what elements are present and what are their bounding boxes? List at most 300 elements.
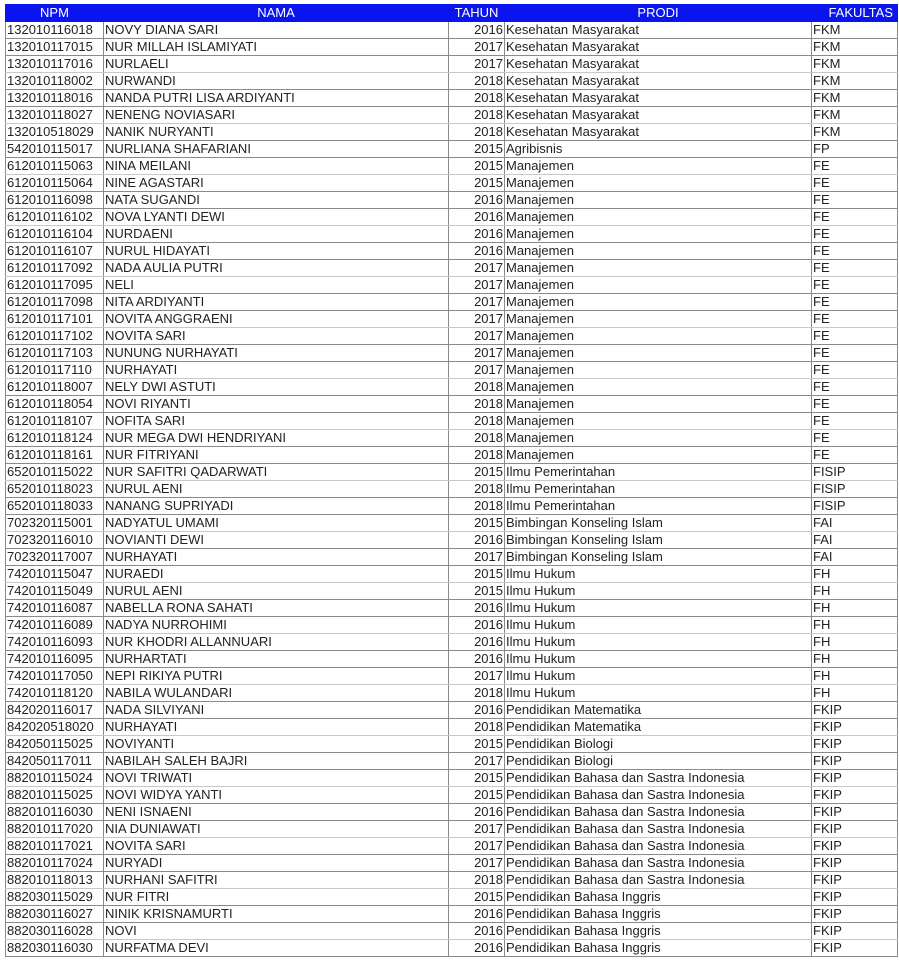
tahun-cell[interactable]: 2017 (449, 753, 505, 770)
nama-cell[interactable]: NOVI TRIWATI (104, 770, 449, 787)
tahun-cell[interactable]: 2018 (449, 447, 505, 464)
prodi-cell[interactable]: Agribisnis (505, 141, 812, 158)
fakultas-cell[interactable]: FKM (812, 22, 898, 39)
prodi-cell[interactable]: Manajemen (505, 413, 812, 430)
nama-cell[interactable]: NOFITA SARI (104, 413, 449, 430)
tahun-cell[interactable]: 2018 (449, 413, 505, 430)
nama-cell[interactable]: NADYATUL UMAMI (104, 515, 449, 532)
prodi-cell[interactable]: Pendidikan Bahasa dan Sastra Indonesia (505, 855, 812, 872)
npm-cell[interactable]: 652010118033 (6, 498, 104, 515)
nama-cell[interactable]: NURYADI (104, 855, 449, 872)
prodi-cell[interactable]: Kesehatan Masyarakat (505, 73, 812, 90)
nama-cell[interactable]: NOVIYANTI (104, 736, 449, 753)
prodi-cell[interactable]: Pendidikan Bahasa dan Sastra Indonesia (505, 838, 812, 855)
npm-cell[interactable]: 612010117092 (6, 260, 104, 277)
npm-cell[interactable]: 742010118120 (6, 685, 104, 702)
npm-cell[interactable]: 882030116028 (6, 923, 104, 940)
table-row (6, 889, 898, 906)
nama-cell[interactable]: NUNUNG NURHAYATI (104, 345, 449, 362)
fakultas-cell[interactable]: FH (812, 685, 898, 702)
fakultas-cell[interactable]: FAI (812, 515, 898, 532)
nama-cell[interactable]: NOVITA ANGGRAENI (104, 311, 449, 328)
nama-cell[interactable]: NABILA WULANDARI (104, 685, 449, 702)
nama-cell[interactable]: NURUL HIDAYATI (104, 243, 449, 260)
npm-cell[interactable]: 612010118007 (6, 379, 104, 396)
npm-cell[interactable]: 612010115064 (6, 175, 104, 192)
fakultas-cell[interactable]: FKIP (812, 753, 898, 770)
npm-cell[interactable]: 612010117103 (6, 345, 104, 362)
table-row (6, 243, 898, 260)
fakultas-cell[interactable]: FH (812, 600, 898, 617)
column-header-nama[interactable]: NAMA (104, 5, 449, 22)
fakultas-cell[interactable]: FE (812, 430, 898, 447)
nama-cell[interactable]: NINIK KRISNAMURTI (104, 906, 449, 923)
tahun-cell[interactable]: 2015 (449, 583, 505, 600)
prodi-cell[interactable]: Ilmu Hukum (505, 651, 812, 668)
prodi-cell[interactable]: Bimbingan Konseling Islam (505, 532, 812, 549)
prodi-cell[interactable]: Ilmu Hukum (505, 685, 812, 702)
table-row (6, 362, 898, 379)
tahun-cell[interactable]: 2015 (449, 566, 505, 583)
table-row (6, 583, 898, 600)
prodi-cell[interactable]: Manajemen (505, 277, 812, 294)
npm-cell[interactable]: 612010118107 (6, 413, 104, 430)
prodi-cell[interactable]: Ilmu Pemerintahan (505, 464, 812, 481)
tahun-cell[interactable]: 2016 (449, 906, 505, 923)
prodi-cell[interactable]: Ilmu Hukum (505, 617, 812, 634)
prodi-cell[interactable]: Pendidikan Bahasa dan Sastra Indonesia (505, 872, 812, 889)
npm-cell[interactable]: 612010117095 (6, 277, 104, 294)
nama-cell[interactable]: NENI ISNAENI (104, 804, 449, 821)
nama-cell[interactable]: NENENG NOVIASARI (104, 107, 449, 124)
prodi-cell[interactable]: Pendidikan Bahasa dan Sastra Indonesia (505, 821, 812, 838)
npm-cell[interactable]: 882010117020 (6, 821, 104, 838)
fakultas-cell[interactable]: FE (812, 175, 898, 192)
tahun-cell[interactable]: 2017 (449, 549, 505, 566)
prodi-cell[interactable]: Pendidikan Biologi (505, 736, 812, 753)
npm-cell[interactable]: 842050115025 (6, 736, 104, 753)
fakultas-cell[interactable]: FE (812, 158, 898, 175)
nama-cell[interactable]: NABILAH SALEH BAJRI (104, 753, 449, 770)
table-row (6, 39, 898, 56)
tahun-cell[interactable]: 2018 (449, 124, 505, 141)
fakultas-cell[interactable]: FKM (812, 56, 898, 73)
npm-cell[interactable]: 702320115001 (6, 515, 104, 532)
tahun-cell[interactable]: 2016 (449, 702, 505, 719)
nama-cell[interactable]: NURLAELI (104, 56, 449, 73)
npm-cell[interactable]: 132010118002 (6, 73, 104, 90)
prodi-cell[interactable]: Manajemen (505, 328, 812, 345)
tahun-cell[interactable]: 2017 (449, 311, 505, 328)
prodi-cell[interactable]: Pendidikan Matematika (505, 702, 812, 719)
tahun-cell[interactable]: 2015 (449, 141, 505, 158)
npm-cell[interactable]: 132010117016 (6, 56, 104, 73)
prodi-cell[interactable]: Ilmu Hukum (505, 583, 812, 600)
tahun-cell[interactable]: 2016 (449, 804, 505, 821)
fakultas-cell[interactable]: FE (812, 209, 898, 226)
nama-cell[interactable]: NADA SILVIYANI (104, 702, 449, 719)
prodi-cell[interactable]: Ilmu Hukum (505, 634, 812, 651)
prodi-cell[interactable]: Pendidikan Bahasa Inggris (505, 940, 812, 957)
nama-cell[interactable]: NINE AGASTARI (104, 175, 449, 192)
tahun-cell[interactable]: 2015 (449, 515, 505, 532)
fakultas-cell[interactable]: FKIP (812, 923, 898, 940)
tahun-cell[interactable]: 2018 (449, 498, 505, 515)
fakultas-cell[interactable]: FH (812, 583, 898, 600)
fakultas-cell[interactable]: FKIP (812, 889, 898, 906)
table-row (6, 651, 898, 668)
npm-cell[interactable]: 612010116107 (6, 243, 104, 260)
prodi-cell[interactable]: Ilmu Hukum (505, 668, 812, 685)
nama-cell[interactable]: NUR SAFITRI QADARWATI (104, 464, 449, 481)
fakultas-cell[interactable]: FKIP (812, 940, 898, 957)
nama-cell[interactable]: NOVITA SARI (104, 838, 449, 855)
nama-cell[interactable]: NATA SUGANDI (104, 192, 449, 209)
npm-cell[interactable]: 882010115024 (6, 770, 104, 787)
npm-cell[interactable]: 882030116027 (6, 906, 104, 923)
nama-cell[interactable]: NADYA NURROHIMI (104, 617, 449, 634)
tahun-cell[interactable]: 2018 (449, 719, 505, 736)
nama-cell[interactable]: NUR KHODRI ALLANNUARI (104, 634, 449, 651)
tahun-cell[interactable]: 2017 (449, 821, 505, 838)
npm-cell[interactable]: 612010117102 (6, 328, 104, 345)
npm-cell[interactable]: 742010116095 (6, 651, 104, 668)
nama-cell[interactable]: NURDAENI (104, 226, 449, 243)
nama-cell[interactable]: NADA AULIA PUTRI (104, 260, 449, 277)
npm-cell[interactable]: 132010118027 (6, 107, 104, 124)
tahun-cell[interactable]: 2016 (449, 209, 505, 226)
fakultas-cell[interactable]: FE (812, 328, 898, 345)
prodi-cell[interactable]: Kesehatan Masyarakat (505, 90, 812, 107)
fakultas-cell[interactable]: FP (812, 141, 898, 158)
prodi-cell[interactable]: Pendidikan Matematika (505, 719, 812, 736)
nama-cell[interactable]: NOVIANTI DEWI (104, 532, 449, 549)
npm-cell[interactable]: 882010117021 (6, 838, 104, 855)
tahun-cell[interactable]: 2018 (449, 481, 505, 498)
nama-cell[interactable]: NURLIANA SHAFARIANI (104, 141, 449, 158)
npm-cell[interactable]: 132010518029 (6, 124, 104, 141)
fakultas-cell[interactable]: FKM (812, 73, 898, 90)
fakultas-cell[interactable]: FISIP (812, 498, 898, 515)
prodi-cell[interactable]: Kesehatan Masyarakat (505, 124, 812, 141)
tahun-cell[interactable]: 2017 (449, 345, 505, 362)
tahun-cell[interactable]: 2018 (449, 430, 505, 447)
npm-cell[interactable]: 612010118054 (6, 396, 104, 413)
fakultas-cell[interactable]: FKIP (812, 821, 898, 838)
prodi-cell[interactable]: Manajemen (505, 362, 812, 379)
table-row (6, 226, 898, 243)
table-row (6, 770, 898, 787)
fakultas-cell[interactable]: FE (812, 362, 898, 379)
npm-cell[interactable]: 612010118124 (6, 430, 104, 447)
fakultas-cell[interactable]: FAI (812, 532, 898, 549)
table-row (6, 498, 898, 515)
npm-cell[interactable]: 742010116089 (6, 617, 104, 634)
tahun-cell[interactable]: 2018 (449, 90, 505, 107)
table-row (6, 702, 898, 719)
tahun-cell[interactable]: 2015 (449, 464, 505, 481)
table-row (6, 549, 898, 566)
tahun-cell[interactable]: 2016 (449, 923, 505, 940)
nama-cell[interactable]: NUR FITRIYANI (104, 447, 449, 464)
table-row (6, 481, 898, 498)
column-header-npm[interactable]: NPM (6, 5, 104, 22)
tahun-cell[interactable]: 2018 (449, 379, 505, 396)
tahun-cell[interactable]: 2015 (449, 889, 505, 906)
npm-cell[interactable]: 612010116102 (6, 209, 104, 226)
table-row (6, 107, 898, 124)
npm-cell[interactable]: 132010116018 (6, 22, 104, 39)
npm-cell[interactable]: 612010117110 (6, 362, 104, 379)
tahun-cell[interactable]: 2017 (449, 56, 505, 73)
prodi-cell[interactable]: Manajemen (505, 379, 812, 396)
fakultas-cell[interactable]: FKIP (812, 770, 898, 787)
fakultas-cell[interactable]: FE (812, 260, 898, 277)
table-row (6, 209, 898, 226)
prodi-cell[interactable]: Manajemen (505, 192, 812, 209)
npm-cell[interactable]: 612010116104 (6, 226, 104, 243)
fakultas-cell[interactable]: FKIP (812, 838, 898, 855)
prodi-cell[interactable]: Manajemen (505, 447, 812, 464)
tahun-cell[interactable]: 2017 (449, 328, 505, 345)
table-row (6, 872, 898, 889)
tahun-cell[interactable]: 2017 (449, 838, 505, 855)
nama-cell[interactable]: NELI (104, 277, 449, 294)
tahun-cell[interactable]: 2017 (449, 294, 505, 311)
nama-cell[interactable]: NOVI (104, 923, 449, 940)
nama-cell[interactable]: NURWANDI (104, 73, 449, 90)
fakultas-cell[interactable]: FKIP (812, 804, 898, 821)
npm-cell[interactable]: 882010118013 (6, 872, 104, 889)
tahun-cell[interactable]: 2017 (449, 362, 505, 379)
fakultas-cell[interactable]: FE (812, 294, 898, 311)
tahun-cell[interactable]: 2017 (449, 277, 505, 294)
fakultas-cell[interactable]: FE (812, 413, 898, 430)
npm-cell[interactable]: 742010116093 (6, 634, 104, 651)
fakultas-cell[interactable]: FKM (812, 124, 898, 141)
table-row (6, 430, 898, 447)
prodi-cell[interactable]: Pendidikan Bahasa Inggris (505, 906, 812, 923)
tahun-cell[interactable]: 2015 (449, 158, 505, 175)
tahun-cell[interactable]: 2016 (449, 651, 505, 668)
prodi-cell[interactable]: Ilmu Hukum (505, 566, 812, 583)
npm-cell[interactable]: 612010115063 (6, 158, 104, 175)
nama-cell[interactable]: NURHAYATI (104, 549, 449, 566)
npm-cell[interactable]: 702320117007 (6, 549, 104, 566)
nama-cell[interactable]: NOVY DIANA SARI (104, 22, 449, 39)
nama-cell[interactable]: NOVI WIDYA YANTI (104, 787, 449, 804)
npm-cell[interactable]: 542010115017 (6, 141, 104, 158)
tahun-cell[interactable]: 2016 (449, 617, 505, 634)
nama-cell[interactable]: NEPI RIKIYA PUTRI (104, 668, 449, 685)
fakultas-cell[interactable]: FE (812, 192, 898, 209)
prodi-cell[interactable]: Kesehatan Masyarakat (505, 107, 812, 124)
fakultas-cell[interactable]: FH (812, 634, 898, 651)
nama-cell[interactable]: NOVITA SARI (104, 328, 449, 345)
tahun-cell[interactable]: 2016 (449, 192, 505, 209)
nama-cell[interactable]: NUR FITRI (104, 889, 449, 906)
nama-cell[interactable]: NURUL AENI (104, 481, 449, 498)
prodi-cell[interactable]: Bimbingan Konseling Islam (505, 515, 812, 532)
prodi-cell[interactable]: Manajemen (505, 430, 812, 447)
nama-cell[interactable]: NURAEDI (104, 566, 449, 583)
npm-cell[interactable]: 742010115049 (6, 583, 104, 600)
npm-cell[interactable]: 882030115029 (6, 889, 104, 906)
tahun-cell[interactable]: 2016 (449, 22, 505, 39)
nama-cell[interactable]: NURHARTATI (104, 651, 449, 668)
tahun-cell[interactable]: 2018 (449, 107, 505, 124)
table-row (6, 447, 898, 464)
npm-cell[interactable]: 612010117098 (6, 294, 104, 311)
fakultas-cell[interactable]: FE (812, 345, 898, 362)
tahun-cell[interactable]: 2015 (449, 175, 505, 192)
fakultas-cell[interactable]: FKIP (812, 855, 898, 872)
nama-cell[interactable]: NURHAYATI (104, 719, 449, 736)
column-header-prodi[interactable]: PRODI (505, 5, 812, 22)
prodi-cell[interactable]: Manajemen (505, 311, 812, 328)
tahun-cell[interactable]: 2018 (449, 685, 505, 702)
column-header-fakultas[interactable]: FAKULTAS (812, 5, 898, 22)
npm-cell[interactable]: 132010118016 (6, 90, 104, 107)
prodi-cell[interactable]: Bimbingan Konseling Islam (505, 549, 812, 566)
npm-cell[interactable]: 652010118023 (6, 481, 104, 498)
tahun-cell[interactable]: 2016 (449, 600, 505, 617)
fakultas-cell[interactable]: FH (812, 668, 898, 685)
fakultas-cell[interactable]: FKM (812, 39, 898, 56)
fakultas-cell[interactable]: FE (812, 379, 898, 396)
fakultas-cell[interactable]: FE (812, 243, 898, 260)
npm-cell[interactable]: 702320116010 (6, 532, 104, 549)
tahun-cell[interactable]: 2016 (449, 532, 505, 549)
prodi-cell[interactable]: Pendidikan Bahasa dan Sastra Indonesia (505, 787, 812, 804)
nama-cell[interactable]: NANIK NURYANTI (104, 124, 449, 141)
tahun-cell[interactable]: 2016 (449, 634, 505, 651)
tahun-cell[interactable]: 2016 (449, 226, 505, 243)
tahun-cell[interactable]: 2016 (449, 243, 505, 260)
npm-cell[interactable]: 612010118161 (6, 447, 104, 464)
nama-cell[interactable]: NABELLA RONA SAHATI (104, 600, 449, 617)
tahun-cell[interactable]: 2017 (449, 668, 505, 685)
fakultas-cell[interactable]: FKIP (812, 702, 898, 719)
fakultas-cell[interactable]: FKM (812, 90, 898, 107)
table-row (6, 838, 898, 855)
nama-cell[interactable]: NINA MEILANI (104, 158, 449, 175)
nama-cell[interactable]: NANDA PUTRI LISA ARDIYANTI (104, 90, 449, 107)
table-row (6, 685, 898, 702)
prodi-cell[interactable]: Kesehatan Masyarakat (505, 22, 812, 39)
table-body (6, 22, 898, 957)
nama-cell[interactable]: NURHAYATI (104, 362, 449, 379)
prodi-cell[interactable]: Ilmu Pemerintahan (505, 498, 812, 515)
npm-cell[interactable]: 652010115022 (6, 464, 104, 481)
npm-cell[interactable]: 842020116017 (6, 702, 104, 719)
prodi-cell[interactable]: Manajemen (505, 396, 812, 413)
nama-cell[interactable]: NURHANI SAFITRI (104, 872, 449, 889)
prodi-cell[interactable]: Ilmu Pemerintahan (505, 481, 812, 498)
tahun-cell[interactable]: 2017 (449, 39, 505, 56)
fakultas-cell[interactable]: FISIP (812, 464, 898, 481)
nama-cell[interactable]: NURUL AENI (104, 583, 449, 600)
fakultas-cell[interactable]: FE (812, 396, 898, 413)
fakultas-cell[interactable]: FE (812, 447, 898, 464)
nama-cell[interactable]: NELY DWI ASTUTI (104, 379, 449, 396)
npm-cell[interactable]: 842050117011 (6, 753, 104, 770)
nama-cell[interactable]: NANANG SUPRIYADI (104, 498, 449, 515)
npm-cell[interactable]: 742010117050 (6, 668, 104, 685)
prodi-cell[interactable]: Manajemen (505, 243, 812, 260)
npm-cell[interactable]: 842020518020 (6, 719, 104, 736)
npm-cell[interactable]: 882010115025 (6, 787, 104, 804)
fakultas-cell[interactable]: FAI (812, 549, 898, 566)
tahun-cell[interactable]: 2018 (449, 396, 505, 413)
nama-cell[interactable]: NUR MEGA DWI HENDRIYANI (104, 430, 449, 447)
npm-cell[interactable]: 882010116030 (6, 804, 104, 821)
fakultas-cell[interactable]: FE (812, 277, 898, 294)
fakultas-cell[interactable]: FE (812, 226, 898, 243)
tahun-cell[interactable]: 2015 (449, 770, 505, 787)
prodi-cell[interactable]: Manajemen (505, 260, 812, 277)
prodi-cell[interactable]: Pendidikan Bahasa dan Sastra Indonesia (505, 770, 812, 787)
prodi-cell[interactable]: Kesehatan Masyarakat (505, 39, 812, 56)
nama-cell[interactable]: NITA ARDIYANTI (104, 294, 449, 311)
fakultas-cell[interactable]: FKIP (812, 906, 898, 923)
npm-cell[interactable]: 882010117024 (6, 855, 104, 872)
fakultas-cell[interactable]: FKIP (812, 787, 898, 804)
fakultas-cell[interactable]: FH (812, 651, 898, 668)
fakultas-cell[interactable]: FKM (812, 107, 898, 124)
prodi-cell[interactable]: Manajemen (505, 209, 812, 226)
tahun-cell[interactable]: 2017 (449, 855, 505, 872)
npm-cell[interactable]: 612010116098 (6, 192, 104, 209)
prodi-cell[interactable]: Pendidikan Biologi (505, 753, 812, 770)
tahun-cell[interactable]: 2016 (449, 940, 505, 957)
prodi-cell[interactable]: Pendidikan Bahasa dan Sastra Indonesia (505, 804, 812, 821)
nama-cell[interactable]: NUR MILLAH ISLAMIYATI (104, 39, 449, 56)
npm-cell[interactable]: 742010116087 (6, 600, 104, 617)
fakultas-cell[interactable]: FH (812, 617, 898, 634)
fakultas-cell[interactable]: FH (812, 566, 898, 583)
nama-cell[interactable]: NOVA LYANTI DEWI (104, 209, 449, 226)
tahun-cell[interactable]: 2015 (449, 787, 505, 804)
fakultas-cell[interactable]: FKIP (812, 719, 898, 736)
prodi-cell[interactable]: Manajemen (505, 158, 812, 175)
tahun-cell[interactable]: 2018 (449, 872, 505, 889)
prodi-cell[interactable]: Pendidikan Bahasa Inggris (505, 889, 812, 906)
fakultas-cell[interactable]: FKIP (812, 872, 898, 889)
npm-cell[interactable]: 742010115047 (6, 566, 104, 583)
prodi-cell[interactable]: Ilmu Hukum (505, 600, 812, 617)
nama-cell[interactable]: NURFATMA DEVI (104, 940, 449, 957)
prodi-cell[interactable]: Pendidikan Bahasa Inggris (505, 923, 812, 940)
nama-cell[interactable]: NIA DUNIAWATI (104, 821, 449, 838)
tahun-cell[interactable]: 2018 (449, 73, 505, 90)
tahun-cell[interactable]: 2015 (449, 736, 505, 753)
prodi-cell[interactable]: Manajemen (505, 294, 812, 311)
fakultas-cell[interactable]: FKIP (812, 736, 898, 753)
fakultas-cell[interactable]: FISIP (812, 481, 898, 498)
npm-cell[interactable]: 882030116030 (6, 940, 104, 957)
tahun-cell[interactable]: 2017 (449, 260, 505, 277)
prodi-cell[interactable]: Manajemen (505, 226, 812, 243)
prodi-cell[interactable]: Manajemen (505, 345, 812, 362)
prodi-cell[interactable]: Kesehatan Masyarakat (505, 56, 812, 73)
column-header-tahun[interactable]: TAHUN (449, 5, 505, 22)
nama-cell[interactable]: NOVI RIYANTI (104, 396, 449, 413)
npm-cell[interactable]: 132010117015 (6, 39, 104, 56)
prodi-cell[interactable]: Manajemen (505, 175, 812, 192)
npm-cell[interactable]: 612010117101 (6, 311, 104, 328)
fakultas-cell[interactable]: FE (812, 311, 898, 328)
